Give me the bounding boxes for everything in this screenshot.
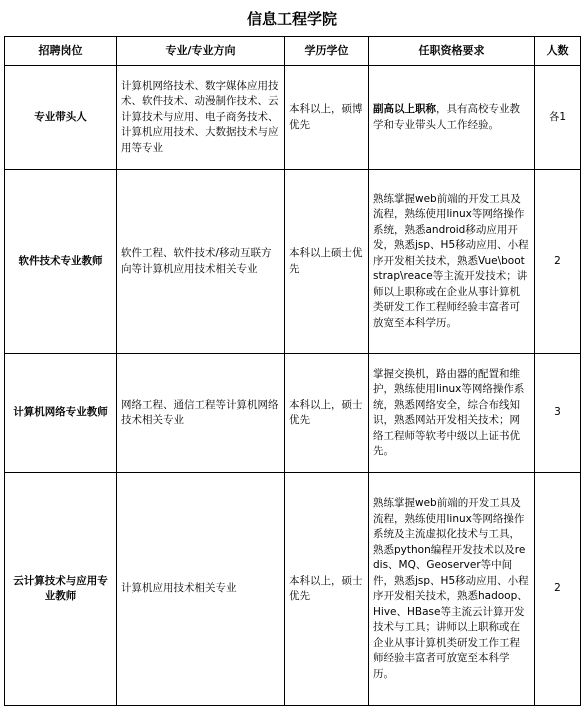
recruitment-table — [4, 36, 581, 706]
requirement-text: ，具有高校专业教学和专业带头人工作经验。 — [373, 103, 520, 131]
table-row — [5, 354, 581, 473]
cell-position: 专业带头人 — [5, 66, 117, 170]
cell-count: 3 — [535, 354, 581, 473]
table-row — [5, 170, 581, 354]
header-count: 人数 — [535, 37, 581, 66]
cell-requirements: 掌握交换机，路由器的配置和维护，熟练使用linux等网络操作系统，熟悉网络安全，综合布线知识，熟悉网站开发相关技术；网络工程师等软考中级以上证书优先。 — [369, 354, 535, 473]
header-major: 专业/专业方向 — [117, 37, 285, 66]
table-row — [5, 66, 581, 170]
cell-degree: 本科以上硕士优先 — [285, 170, 369, 354]
header-position: 招聘岗位 — [5, 37, 117, 66]
cell-major: 软件工程、软件技术/移动互联方向等计算机应用技术相关专业 — [117, 170, 285, 354]
cell-position: 计算机网络专业教师 — [5, 354, 117, 473]
table-row — [5, 473, 581, 706]
table-header-row — [5, 37, 581, 66]
cell-degree: 本科以上，硕士优先 — [285, 354, 369, 473]
cell-requirements: 熟练掌握web前端的开发工具及流程，熟练使用linux等网络操作系统，熟悉android移动应用开发，熟悉jsp、H5移动应用、小程序开发相关技术，熟悉Vue\bootstrap\reace等主流开发技术；讲师以上职称或在企业从事计算机类研发工作工程师经验丰富者可放宽至本科学历。 — [369, 170, 535, 354]
cell-count: 各1 — [535, 66, 581, 170]
cell-degree: 本科以上，硕博优先 — [285, 66, 369, 170]
cell-major: 网络工程、通信工程等计算机网络技术相关专业 — [117, 354, 285, 473]
header-requirements: 任职资格要求 — [369, 37, 535, 66]
header-degree: 学历学位 — [285, 37, 369, 66]
cell-count: 2 — [535, 473, 581, 706]
cell-position: 软件技术专业教师 — [5, 170, 117, 354]
cell-position: 云计算技术与应用专业教师 — [5, 473, 117, 706]
cell-requirements: 熟练掌握web前端的开发工具及流程，熟练使用linux等网络操作系统及主流虚拟化技术与工具，熟悉python编程开发技术以及redis、MQ、Geoserver等中间件，熟悉jsp、H5移动应用、小程序开发相关技术，熟悉hadoop、Hive、HBase等主流云计算开发技术与工具；讲师以上职称或在企业从事计算机类研发工作工程师经验丰富者可放宽至本科学历。 — [369, 473, 535, 706]
cell-major: 计算机应用技术相关专业 — [117, 473, 285, 706]
cell-count: 2 — [535, 170, 581, 354]
cell-major: 计算机网络技术、数字媒体应用技术、软件技术、动漫制作技术、云计算技术与应用、电子商务技术、计算机应用技术、大数据技术与应用等专业 — [117, 66, 285, 170]
cell-requirements — [369, 66, 535, 170]
cell-degree: 本科以上，硕士优先 — [285, 473, 369, 706]
requirement-highlight: 副高以上职称 — [373, 103, 436, 115]
page-title: 信息工程学院 — [246, 10, 337, 28]
